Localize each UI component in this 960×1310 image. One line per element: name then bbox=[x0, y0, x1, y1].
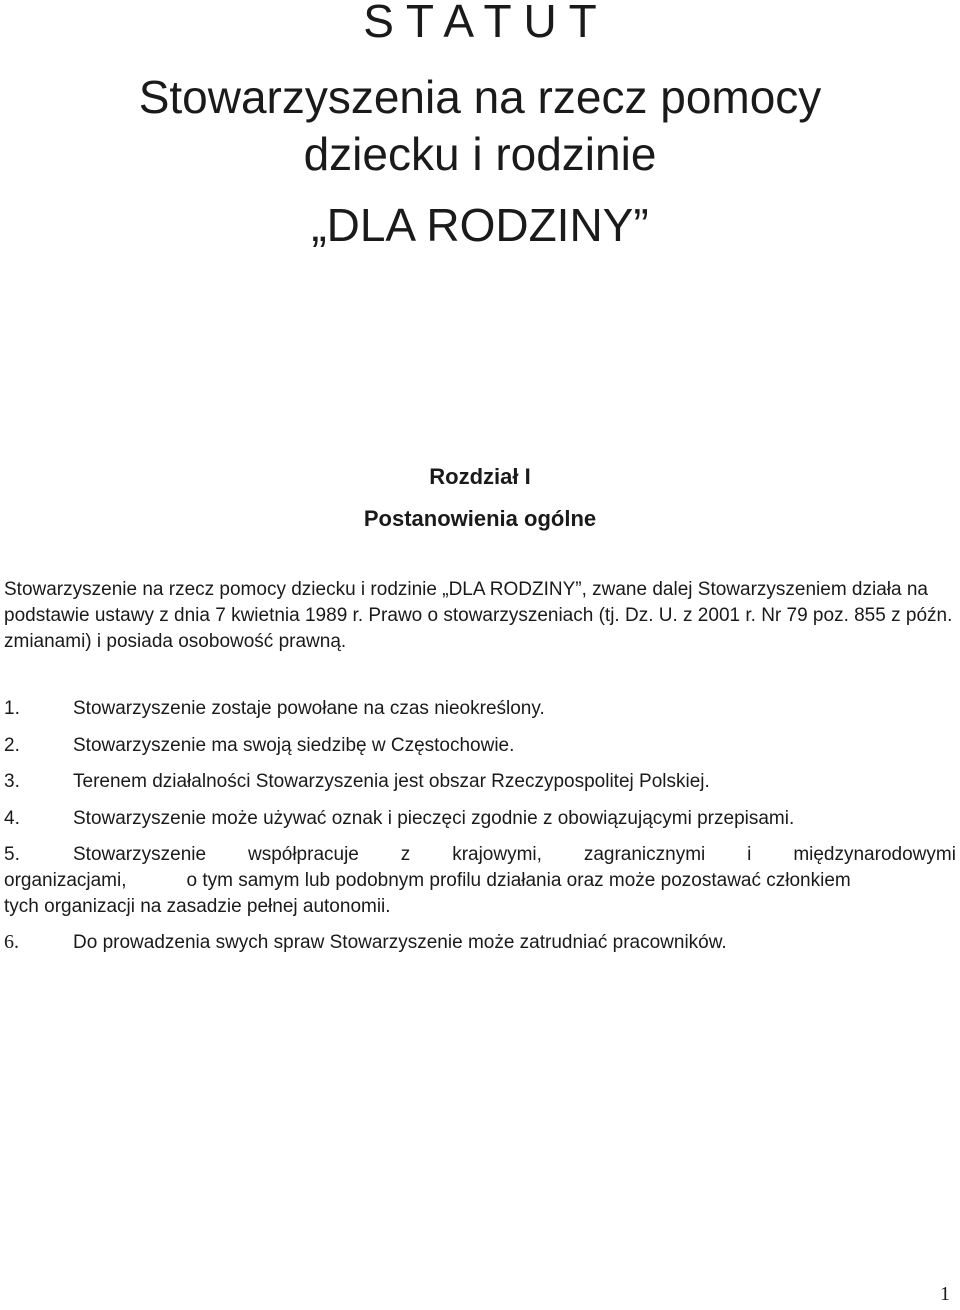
list-item bbox=[4, 929, 956, 956]
list-item bbox=[4, 769, 956, 795]
list-item-text: Terenem działalności Stowarzyszenia jest obszar Rzeczypospolitej Polskiej. bbox=[73, 771, 710, 792]
list-item-line bbox=[4, 842, 956, 868]
list-item-line: tych organizacji na zasadzie pełnej autonomii. bbox=[4, 896, 391, 917]
document-title: S T A T U T bbox=[363, 0, 597, 47]
list-item-text: Stowarzyszenie może używać oznak i pieczęci zgodnie z obowiązującymi przepisami. bbox=[73, 808, 795, 829]
list-item-word: Stowarzyszenie bbox=[73, 844, 207, 865]
document-subtitle-line-3: „DLA RODZINY” bbox=[311, 199, 649, 251]
list-item-word: zagranicznymi bbox=[583, 844, 706, 865]
list-item-number: 6. bbox=[4, 931, 19, 953]
list-item bbox=[4, 733, 956, 759]
document-subtitle-line-1: Stowarzyszenia na rzecz pomocy bbox=[138, 71, 822, 123]
list-item-number: 4. bbox=[4, 808, 20, 829]
list-item bbox=[4, 842, 956, 920]
list-item-text: Stowarzyszenie zostaje powołane na czas nieokreślony. bbox=[73, 698, 545, 719]
list-item-word: międzynarodowymi bbox=[793, 844, 956, 865]
list-item-word: współpracuje bbox=[247, 844, 359, 865]
list-item-text: o tym samym lub podobnym profilu działania oraz może pozostawać członkiem bbox=[186, 870, 851, 891]
list-item-line bbox=[4, 868, 956, 894]
list-item-word: z bbox=[400, 844, 411, 865]
chapter-number: Rozdział I bbox=[429, 464, 531, 489]
list-item-word: krajowymi, bbox=[452, 844, 542, 865]
list-item-text: organizacjami, bbox=[4, 870, 127, 891]
list-item-number: 1. bbox=[4, 698, 20, 719]
list-item-number: 5. bbox=[4, 844, 20, 865]
chapter-title: Postanowienia ogólne bbox=[363, 506, 597, 531]
list-item bbox=[4, 806, 956, 832]
intro-paragraph: Stowarzyszenie na rzecz pomocy dziecku i rodzinie „DLA RODZINY”, zwane dalej Stowarzyszeniem działa na podstawie ustawy z dnia 7 kwietnia 1989 r. Prawo o stowarzyszeniach (tj. Dz. U. z 2001 r. Nr 79 poz. 855 z późn. zmianami) i posiada osobowość prawną. bbox=[4, 579, 953, 652]
document-subtitle-line-2: dziecku i rodzinie bbox=[303, 128, 657, 180]
list-item-text: Do prowadzenia swych spraw Stowarzyszenie może zatrudniać pracowników. bbox=[73, 932, 727, 953]
list-item-text: Stowarzyszenie ma swoją siedzibę w Częstochowie. bbox=[73, 735, 515, 756]
list-item bbox=[4, 696, 956, 722]
list-item-word: i bbox=[747, 844, 752, 865]
list-item-number: 2. bbox=[4, 735, 20, 756]
list-item-number: 3. bbox=[4, 771, 20, 792]
page-number: 1 bbox=[940, 1283, 950, 1305]
